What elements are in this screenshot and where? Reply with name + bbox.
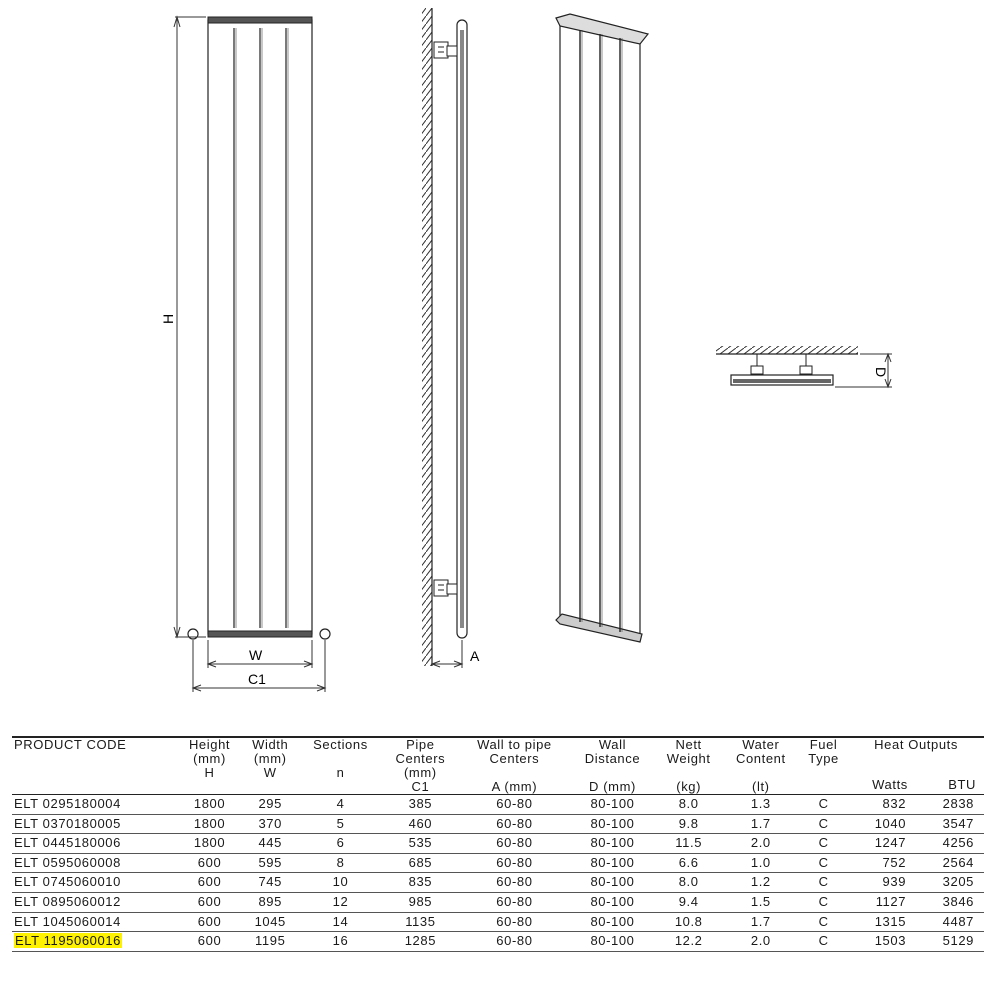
cell-a bbox=[459, 814, 571, 834]
wall-to-pipe-label: A bbox=[470, 648, 480, 664]
cell-lt bbox=[723, 795, 799, 815]
cell-h-text: 600 bbox=[197, 854, 222, 870]
cell-watts-text: 1127 bbox=[875, 893, 907, 909]
cell-code bbox=[12, 814, 177, 834]
cell-btu-text: 3846 bbox=[942, 893, 974, 909]
centers-label: C1 bbox=[248, 671, 266, 687]
cell-kg-text: 8.0 bbox=[678, 796, 699, 811]
cell-fuel bbox=[799, 834, 848, 854]
cell-fuel-text: C bbox=[818, 796, 829, 811]
cell-code bbox=[12, 912, 177, 932]
header-width: Width (mm) W bbox=[242, 737, 299, 795]
cell-w bbox=[242, 892, 299, 912]
cell-h-text: 600 bbox=[197, 874, 222, 890]
header-fuel-type: Fuel Type bbox=[799, 737, 848, 795]
cell-a-text: 60-80 bbox=[496, 874, 533, 890]
cell-watts bbox=[848, 814, 916, 834]
cell-fuel-text: C bbox=[818, 913, 829, 929]
cell-fuel-text: C bbox=[818, 874, 829, 890]
cell-btu-text: 3547 bbox=[942, 815, 974, 831]
cell-btu-text: 2838 bbox=[942, 796, 974, 811]
cell-fuel-text: C bbox=[818, 835, 829, 851]
cell-a bbox=[459, 892, 571, 912]
cell-code-text: ELT 0295180004 bbox=[14, 796, 121, 811]
cell-kg-text: 8.0 bbox=[678, 874, 699, 890]
cell-n bbox=[299, 932, 382, 952]
cell-w bbox=[242, 912, 299, 932]
cell-d bbox=[570, 892, 654, 912]
cell-c1 bbox=[382, 892, 458, 912]
cell-a-text: 60-80 bbox=[496, 796, 533, 811]
cell-watts bbox=[848, 892, 916, 912]
cell-n-text: 14 bbox=[332, 913, 349, 929]
cell-lt bbox=[723, 932, 799, 952]
cell-lt bbox=[723, 892, 799, 912]
cell-code-text: ELT 0445180006 bbox=[14, 835, 121, 851]
cell-d bbox=[570, 912, 654, 932]
cell-fuel-text: C bbox=[818, 815, 829, 831]
front-view bbox=[188, 17, 330, 639]
cell-n bbox=[299, 795, 382, 815]
cell-watts bbox=[848, 912, 916, 932]
cell-h bbox=[177, 795, 241, 815]
cell-d-text: 80-100 bbox=[590, 835, 635, 851]
cell-w-text: 745 bbox=[258, 874, 282, 890]
cell-code bbox=[12, 853, 177, 873]
cell-h bbox=[177, 932, 241, 952]
cell-d-text: 80-100 bbox=[590, 874, 635, 890]
table-row bbox=[12, 892, 984, 912]
cell-watts bbox=[848, 873, 916, 893]
cell-w bbox=[242, 795, 299, 815]
cell-fuel-text: C bbox=[818, 933, 829, 949]
cell-h bbox=[177, 853, 241, 873]
cell-lt-text: 1.0 bbox=[750, 854, 771, 870]
cell-lt-text: 1.2 bbox=[750, 874, 771, 890]
cell-btu bbox=[916, 853, 984, 873]
cell-c1 bbox=[382, 912, 458, 932]
cell-kg-text: 6.6 bbox=[678, 854, 699, 870]
cell-w bbox=[242, 853, 299, 873]
header-sections: Sections n bbox=[299, 737, 382, 795]
cell-a bbox=[459, 873, 571, 893]
cell-c1 bbox=[382, 932, 458, 952]
cell-fuel bbox=[799, 873, 848, 893]
cell-kg-text: 9.4 bbox=[678, 893, 699, 909]
cell-watts bbox=[848, 795, 916, 815]
spec-table-body bbox=[12, 795, 984, 952]
cell-btu bbox=[916, 892, 984, 912]
cell-lt bbox=[723, 834, 799, 854]
table-row bbox=[12, 795, 984, 815]
cell-btu bbox=[916, 912, 984, 932]
cell-d bbox=[570, 795, 654, 815]
header-product-code: PRODUCT CODE bbox=[12, 737, 177, 795]
cell-fuel bbox=[799, 932, 848, 952]
cell-h-text: 1800 bbox=[193, 815, 226, 831]
cell-c1 bbox=[382, 873, 458, 893]
cell-lt bbox=[723, 873, 799, 893]
cell-kg bbox=[655, 892, 723, 912]
cell-d bbox=[570, 814, 654, 834]
cell-lt-text: 1.3 bbox=[750, 796, 771, 811]
cell-w-text: 895 bbox=[258, 893, 282, 909]
cell-w-text: 370 bbox=[258, 815, 282, 831]
cell-kg-text: 10.8 bbox=[674, 913, 703, 929]
table-row bbox=[12, 814, 984, 834]
cell-a bbox=[459, 853, 571, 873]
cell-watts-text: 1247 bbox=[874, 835, 907, 851]
cell-h-text: 1800 bbox=[193, 835, 226, 851]
cell-code bbox=[12, 834, 177, 854]
cell-h bbox=[177, 873, 241, 893]
cell-watts bbox=[848, 834, 916, 854]
cell-fuel bbox=[799, 892, 848, 912]
cell-w-text: 1045 bbox=[254, 913, 286, 929]
cell-n bbox=[299, 814, 382, 834]
cell-code-text: ELT 0745060010 bbox=[14, 874, 121, 890]
header-water-content: Water Content (lt) bbox=[723, 737, 799, 795]
cell-w-text: 295 bbox=[258, 796, 282, 811]
header-nett-weight: Nett Weight (kg) bbox=[655, 737, 723, 795]
cell-h-text: 600 bbox=[197, 913, 222, 929]
cell-h-text: 600 bbox=[197, 933, 222, 949]
cell-btu bbox=[916, 795, 984, 815]
cell-n-text: 4 bbox=[336, 796, 345, 811]
cell-h bbox=[177, 892, 241, 912]
height-dimension bbox=[174, 17, 206, 637]
cell-kg bbox=[655, 853, 723, 873]
cell-a-text: 60-80 bbox=[496, 913, 533, 929]
cell-w-text: 445 bbox=[258, 835, 282, 851]
top-bracket bbox=[434, 42, 457, 58]
cell-w bbox=[242, 834, 299, 854]
cell-c1-text: 835 bbox=[408, 874, 433, 890]
cell-d-text: 80-100 bbox=[590, 815, 635, 831]
cell-n-text: 5 bbox=[336, 815, 345, 831]
cell-a-text: 60-80 bbox=[496, 893, 533, 909]
cell-c1-text: 385 bbox=[408, 796, 433, 811]
cell-n bbox=[299, 912, 382, 932]
cell-a-text: 60-80 bbox=[496, 835, 533, 851]
header-height: Height (mm) H bbox=[177, 737, 241, 795]
cell-d bbox=[570, 873, 654, 893]
cell-n-text: 10 bbox=[332, 874, 349, 890]
header-heat-outputs: Heat Outputs Watts BTU bbox=[848, 737, 984, 795]
table-row bbox=[12, 853, 984, 873]
cell-fuel bbox=[799, 795, 848, 815]
cell-watts-text: 1503 bbox=[874, 933, 907, 949]
header-wall-distance: Wall Distance D (mm) bbox=[570, 737, 654, 795]
cell-c1 bbox=[382, 814, 458, 834]
cell-code-text: ELT 0595060008 bbox=[14, 854, 121, 870]
cell-lt bbox=[723, 912, 799, 932]
cell-c1-text: 1135 bbox=[405, 913, 436, 929]
cell-n-text: 8 bbox=[336, 854, 345, 870]
cell-lt-text: 1.5 bbox=[750, 893, 771, 909]
cell-fuel bbox=[799, 853, 848, 873]
cell-code bbox=[12, 932, 177, 952]
cell-d bbox=[570, 932, 654, 952]
cell-watts-text: 1315 bbox=[874, 913, 907, 929]
cell-lt bbox=[723, 814, 799, 834]
cell-c1 bbox=[382, 834, 458, 854]
cell-btu-text: 4256 bbox=[942, 835, 974, 851]
cell-n-text: 16 bbox=[332, 933, 349, 949]
cell-w bbox=[242, 814, 299, 834]
table-header-row bbox=[12, 737, 984, 795]
cell-w bbox=[242, 932, 299, 952]
wall-to-pipe-dimension bbox=[432, 640, 462, 668]
cell-btu-text: 3205 bbox=[942, 874, 974, 890]
header-watts: Watts bbox=[872, 777, 908, 792]
cell-n-text: 6 bbox=[336, 835, 345, 851]
cell-h bbox=[177, 834, 241, 854]
cell-a bbox=[459, 932, 571, 952]
cell-kg bbox=[655, 834, 723, 854]
cell-n bbox=[299, 853, 382, 873]
cell-kg-text: 9.8 bbox=[678, 815, 699, 831]
cell-d bbox=[570, 834, 654, 854]
header-wall-to-pipe: Wall to pipe Centers A (mm) bbox=[459, 737, 571, 795]
cell-d-text: 80-100 bbox=[590, 913, 635, 929]
cell-d-text: 80-100 bbox=[590, 854, 635, 870]
wall-distance-label: D bbox=[873, 367, 889, 378]
cell-a-text: 60-80 bbox=[496, 815, 533, 831]
cell-fuel-text: C bbox=[818, 854, 829, 870]
cell-kg bbox=[655, 795, 723, 815]
cell-c1-text: 685 bbox=[408, 854, 433, 870]
cell-h bbox=[177, 814, 241, 834]
cell-fuel bbox=[799, 912, 848, 932]
cell-d bbox=[570, 853, 654, 873]
cell-lt bbox=[723, 853, 799, 873]
cell-kg-text: 11.5 bbox=[675, 835, 703, 851]
bottom-bracket bbox=[434, 580, 457, 596]
cell-code bbox=[12, 873, 177, 893]
cell-a bbox=[459, 912, 571, 932]
cell-code-text: ELT 1045060014 bbox=[14, 913, 121, 929]
cell-n bbox=[299, 834, 382, 854]
cell-kg-text: 12.2 bbox=[674, 933, 703, 949]
cell-btu bbox=[916, 834, 984, 854]
cell-lt-text: 1.7 bbox=[750, 815, 771, 831]
cell-h bbox=[177, 912, 241, 932]
cell-code-text: ELT 0895060012 bbox=[14, 893, 121, 909]
cell-kg bbox=[655, 814, 723, 834]
cell-c1-text: 1285 bbox=[404, 933, 437, 949]
cell-btu bbox=[916, 873, 984, 893]
cell-kg bbox=[655, 932, 723, 952]
cell-watts-text: 1040 bbox=[874, 815, 907, 831]
cell-h-text: 600 bbox=[197, 893, 222, 909]
cell-n-text: 12 bbox=[332, 893, 349, 909]
cell-btu-text: 2564 bbox=[942, 854, 974, 870]
cell-fuel-text: C bbox=[818, 893, 829, 909]
cell-code bbox=[12, 795, 177, 815]
cell-fuel bbox=[799, 814, 848, 834]
cell-d-text: 80-100 bbox=[590, 933, 635, 949]
cell-watts bbox=[848, 853, 916, 873]
header-btu: BTU bbox=[948, 777, 976, 792]
cell-a bbox=[459, 834, 571, 854]
cell-code-text: ELT 0370180005 bbox=[14, 815, 121, 831]
perspective-view bbox=[556, 14, 648, 642]
table-row bbox=[12, 834, 984, 854]
cell-h-text: 1800 bbox=[193, 796, 226, 811]
header-pipe-centers: Pipe Centers (mm) C1 bbox=[382, 737, 458, 795]
table-row bbox=[12, 932, 984, 952]
cell-w bbox=[242, 873, 299, 893]
cell-a bbox=[459, 795, 571, 815]
cell-n bbox=[299, 892, 382, 912]
cell-lt-text: 1.7 bbox=[750, 913, 771, 929]
cell-lt-text: 2.0 bbox=[750, 835, 771, 851]
cell-lt-text: 2.0 bbox=[750, 933, 771, 949]
cell-a-text: 60-80 bbox=[496, 933, 533, 949]
cell-n bbox=[299, 873, 382, 893]
cell-watts bbox=[848, 932, 916, 952]
cell-c1-text: 985 bbox=[408, 893, 433, 909]
cell-btu-text: 4487 bbox=[942, 913, 974, 929]
cell-watts-text: 832 bbox=[882, 796, 907, 811]
cell-code bbox=[12, 892, 177, 912]
cell-c1-text: 460 bbox=[408, 815, 433, 831]
cell-d-text: 80-100 bbox=[590, 796, 635, 811]
cell-code-text: ELT 1195060016 bbox=[15, 933, 121, 949]
cell-watts-text: 939 bbox=[882, 874, 907, 890]
cell-w-text: 595 bbox=[258, 854, 282, 870]
cell-kg bbox=[655, 912, 723, 932]
cell-c1-text: 535 bbox=[408, 835, 433, 851]
width-label: W bbox=[249, 647, 263, 663]
cell-btu bbox=[916, 814, 984, 834]
cell-btu-text: 5129 bbox=[942, 933, 974, 949]
cell-w-text: 1195 bbox=[255, 933, 286, 949]
cell-watts-text: 752 bbox=[882, 854, 907, 870]
cell-d-text: 80-100 bbox=[590, 893, 635, 909]
cell-kg bbox=[655, 873, 723, 893]
cell-c1 bbox=[382, 853, 458, 873]
table-row bbox=[12, 873, 984, 893]
table-row bbox=[12, 912, 984, 932]
top-view bbox=[716, 346, 858, 385]
cell-c1 bbox=[382, 795, 458, 815]
spec-table bbox=[12, 736, 984, 952]
cell-a-text: 60-80 bbox=[496, 854, 533, 870]
height-label: H bbox=[160, 313, 176, 324]
side-view bbox=[422, 8, 467, 666]
cell-btu bbox=[916, 932, 984, 952]
